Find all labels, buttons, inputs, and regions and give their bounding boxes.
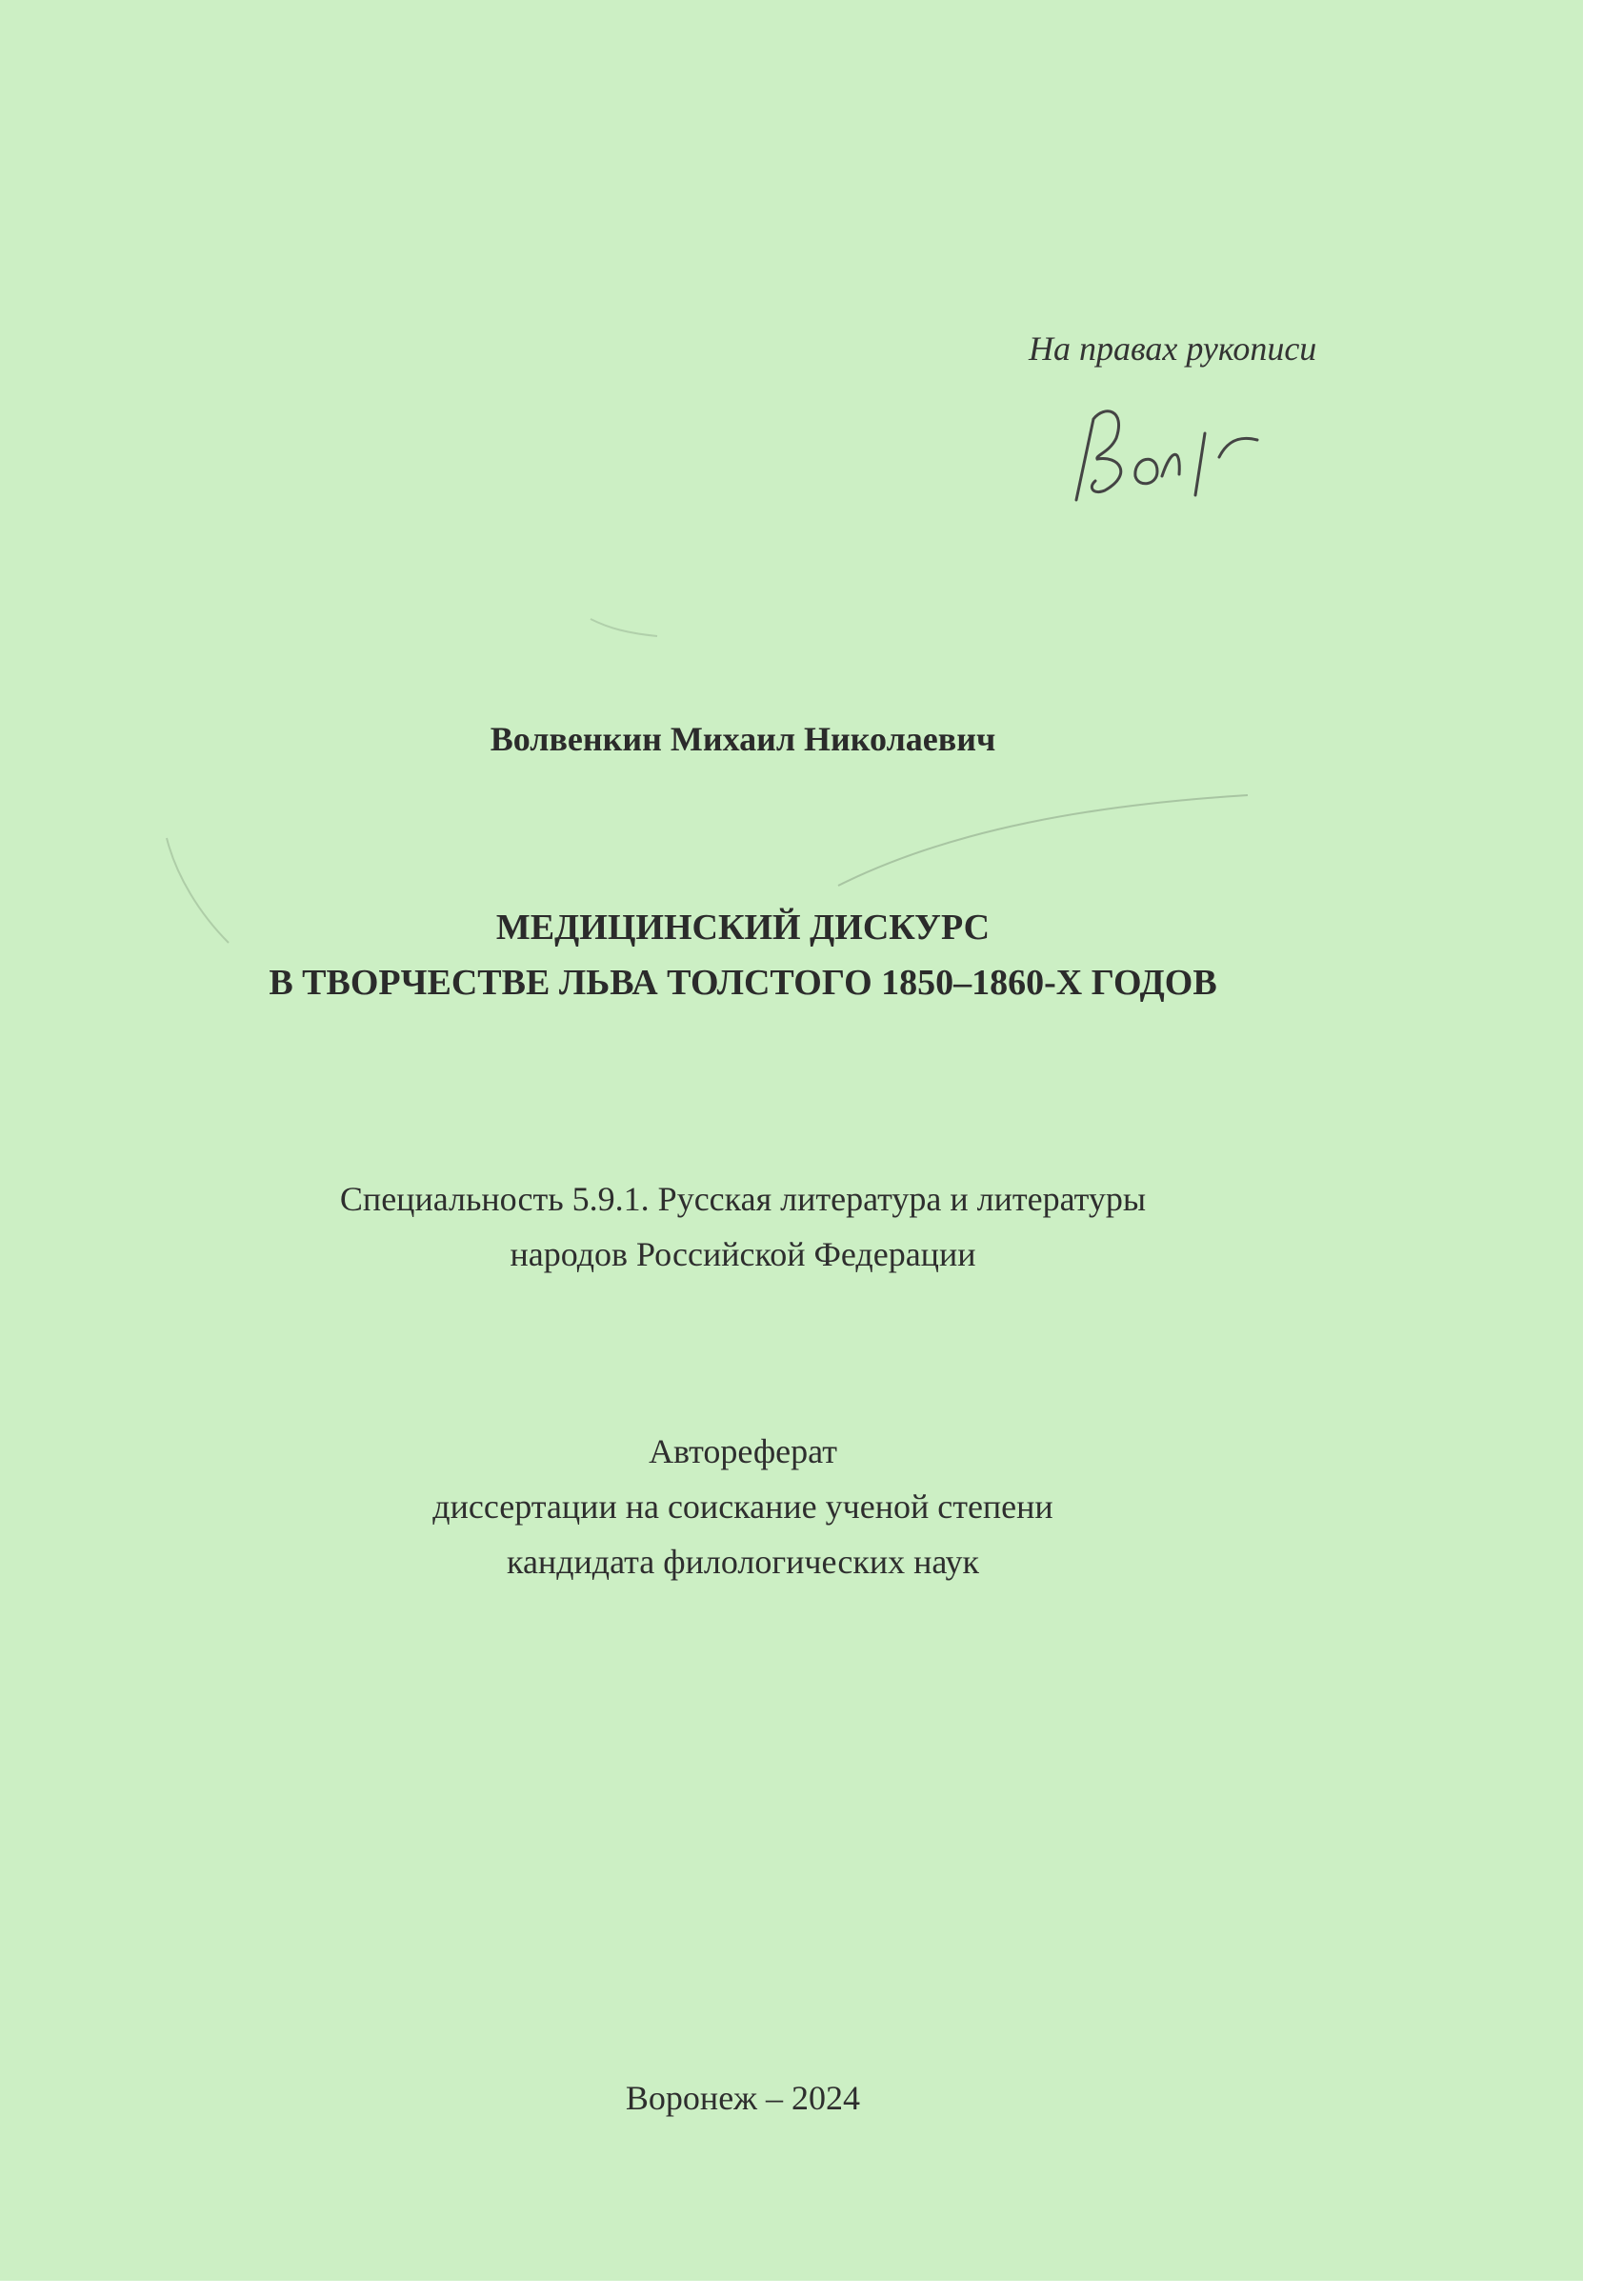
manuscript-note: На правах рукописи (1029, 329, 1317, 368)
title-line: В ТВОРЧЕСТВЕ ЛЬВА ТОЛСТОГО 1850–1860-Х ГОДОВ (269, 963, 1217, 1003)
city-year: Воронеж – 2024 (625, 2079, 861, 2117)
title-line: МЕДИЦИНСКИЙ ДИСКУРС (495, 908, 991, 948)
scan-margin-right (1583, 0, 1603, 2296)
signature-icon (1067, 400, 1276, 514)
abstract-line: Автореферат (649, 1432, 837, 1470)
specialty-line: Специальность 5.9.1. Русская литература и литературы (339, 1180, 1147, 1218)
dissertation-title (0, 900, 1486, 1010)
specialty (0, 1171, 1486, 1282)
author-name: Волвенкин Михаил Николаевич (490, 720, 996, 758)
specialty-line: народов Российской Федерации (510, 1235, 976, 1273)
abstract-description (0, 1424, 1486, 1589)
abstract-line: кандидата филологических наук (507, 1543, 979, 1581)
scan-margin-bottom (0, 2281, 1603, 2296)
abstract-line: диссертации на соискание ученой степени (432, 1487, 1053, 1526)
